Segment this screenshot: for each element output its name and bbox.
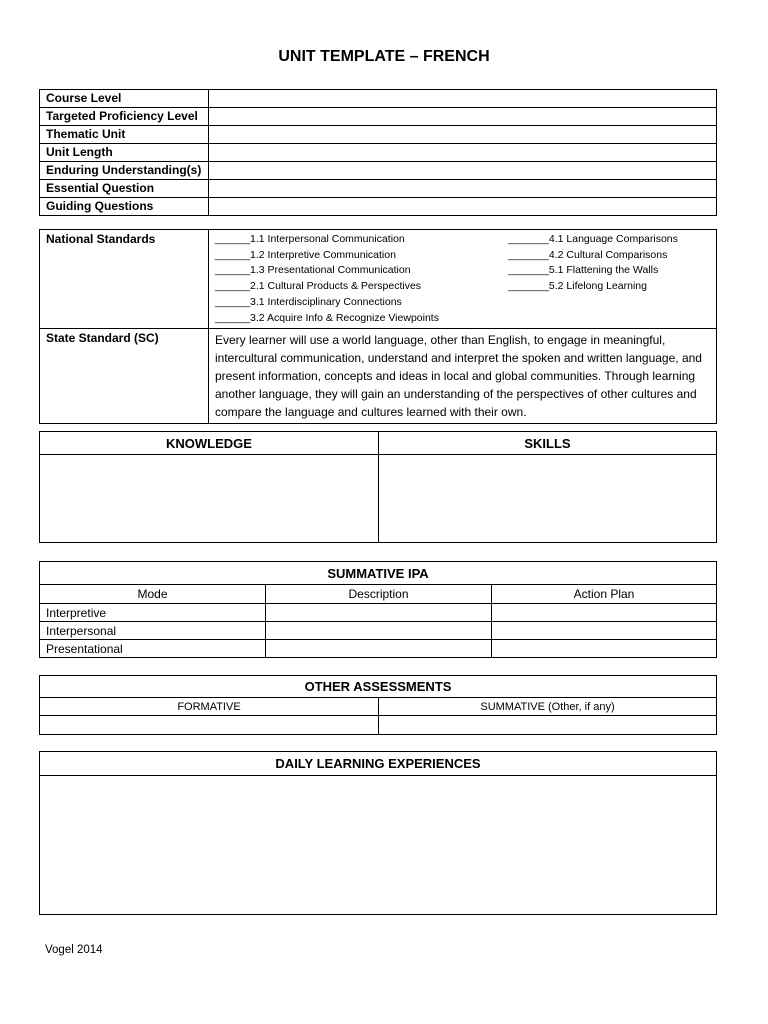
state-standard-row [40, 329, 717, 424]
mode-column-header: Mode [40, 585, 266, 604]
standard-3-2: ______3.2 Acquire Info & Recognize Viewpoints [215, 311, 439, 324]
page-title: UNIT TEMPLATE – FRENCH [278, 48, 490, 65]
table-row [40, 622, 717, 640]
action-plan-column-header: Action Plan [492, 585, 717, 604]
table-row [40, 144, 717, 162]
standard-1-1: ______1.1 Interpersonal Communication [215, 233, 405, 245]
footer-credit: Vogel 2014 [45, 944, 103, 956]
presentational-action-plan-field[interactable] [492, 640, 717, 658]
formative-field[interactable] [40, 716, 379, 735]
knowledge-field[interactable] [40, 455, 379, 543]
table-row [40, 640, 717, 658]
national-standards-row [40, 230, 717, 329]
table-row [40, 198, 717, 216]
summative-ipa-table [39, 561, 717, 658]
essential-question-label: Essential Question [40, 180, 209, 198]
table-row [40, 108, 717, 126]
table-row [40, 162, 717, 180]
thematic-unit-field[interactable] [209, 126, 717, 144]
interpretive-description-field[interactable] [266, 604, 492, 622]
standard-5-2: _______5.2 Lifelong Learning [508, 280, 647, 293]
daily-learning-field[interactable] [40, 776, 717, 915]
table-row [40, 180, 717, 198]
interpersonal-action-plan-field[interactable] [492, 622, 717, 640]
standard-1-3: ______1.3 Presentational Communication [215, 264, 411, 277]
national-standards-cell [209, 230, 717, 329]
other-assessments-table [39, 675, 717, 735]
summative-ipa-heading: SUMMATIVE IPA [40, 562, 717, 585]
state-standard-label: State Standard (SC) [40, 329, 209, 424]
national-standards-column-1 [215, 232, 508, 326]
table-row [40, 90, 717, 108]
daily-learning-heading: DAILY LEARNING EXPERIENCES [40, 752, 717, 776]
table-row [40, 126, 717, 144]
standard-3-1: ______3.1 Interdisciplinary Connections [215, 295, 402, 308]
presentational-description-field[interactable] [266, 640, 492, 658]
summative-other-field[interactable] [379, 716, 717, 735]
enduring-understandings-label: Enduring Understanding(s) [40, 162, 209, 180]
knowledge-skills-table [39, 431, 717, 543]
national-standards-column-2 [508, 232, 710, 326]
interpersonal-description-field[interactable] [266, 622, 492, 640]
standard-5-1: _______5.1 Flattening the Walls [508, 264, 659, 277]
interpersonal-mode-label: Interpersonal [40, 622, 266, 640]
interpretive-action-plan-field[interactable] [492, 604, 717, 622]
essential-question-field[interactable] [209, 180, 717, 198]
standard-2-1: ______2.1 Cultural Products & Perspectives [215, 280, 422, 293]
description-column-header: Description [266, 585, 492, 604]
unit-length-field[interactable] [209, 144, 717, 162]
standard-1-2: ______1.2 Interpretive Communication [215, 248, 396, 261]
other-assessments-heading: OTHER ASSESSMENTS [40, 676, 717, 698]
unit-info-table [39, 89, 717, 216]
formative-column-header: FORMATIVE [40, 698, 379, 716]
thematic-unit-label: Thematic Unit [40, 126, 209, 144]
unit-length-label: Unit Length [40, 144, 209, 162]
state-standard-text: Every learner will use a world language, other than English, to engage in meaningful, intercultural communication, understand and interpret the spoken and written language, and present information, concepts and ideas in local and global communities. Through learning another language, they will gain an understanding of the perspectives of other cultures and compare the language and cultures learned with their own. [209, 329, 717, 424]
standard-4-2: _______4.2 Cultural Comparisons [508, 248, 668, 261]
course-level-field[interactable] [209, 90, 717, 108]
skills-heading: SKILLS [379, 432, 717, 455]
enduring-understandings-field[interactable] [209, 162, 717, 180]
standards-table [39, 229, 717, 424]
skills-field[interactable] [379, 455, 717, 543]
targeted-proficiency-label: Targeted Proficiency Level [40, 108, 209, 126]
table-row [40, 604, 717, 622]
presentational-mode-label: Presentational [40, 640, 266, 658]
summative-other-column-header: SUMMATIVE (Other, if any) [379, 698, 717, 716]
national-standards-label: National Standards [40, 230, 209, 329]
guiding-questions-label: Guiding Questions [40, 198, 209, 216]
course-level-label: Course Level [40, 90, 209, 108]
knowledge-heading: KNOWLEDGE [40, 432, 379, 455]
guiding-questions-field[interactable] [209, 198, 717, 216]
interpretive-mode-label: Interpretive [40, 604, 266, 622]
standard-4-1: _______4.1 Language Comparisons [508, 233, 678, 245]
targeted-proficiency-field[interactable] [209, 108, 717, 126]
daily-learning-table [39, 751, 717, 915]
